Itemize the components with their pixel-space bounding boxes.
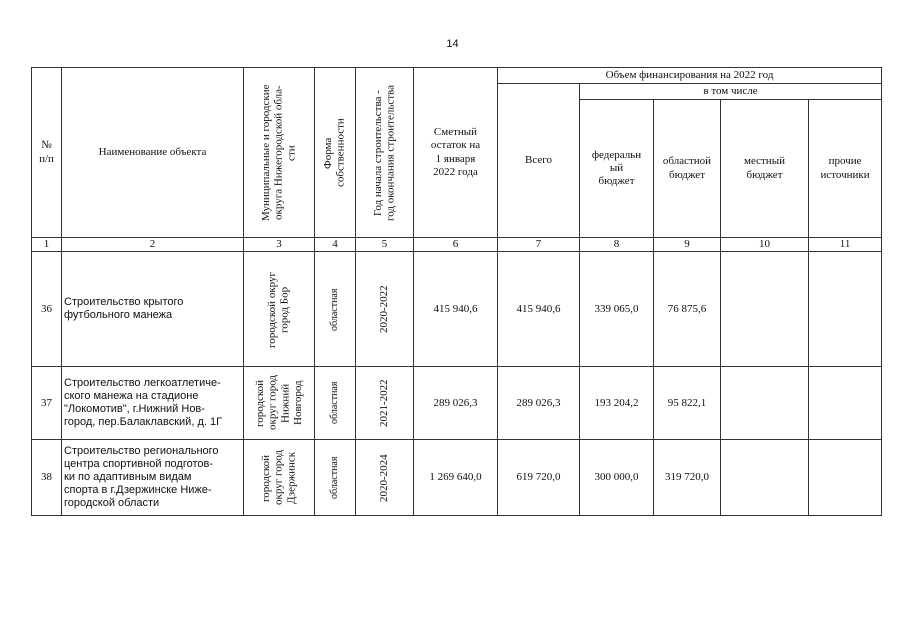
table-row [32, 252, 882, 367]
table-row [32, 440, 882, 516]
column-number: 7 [498, 238, 580, 252]
row-ownership [315, 440, 356, 516]
row-local [721, 367, 809, 440]
row-ownership-text: областная [329, 381, 341, 425]
row-years [356, 252, 414, 367]
column-number: 11 [809, 238, 882, 252]
column-numbers-row [32, 238, 882, 252]
row-ownership-text: областная [329, 287, 341, 331]
row-municipality [244, 252, 315, 367]
row-estimate-remainder: 1 269 640,0 [414, 440, 498, 516]
row-years-text: 2020-2022 [378, 285, 391, 334]
row-other [809, 367, 882, 440]
row-municipality [244, 440, 315, 516]
row-estimate-remainder: 289 026,3 [414, 367, 498, 440]
column-number: 9 [654, 238, 721, 252]
row-municipality-text: городской округ город Бор [266, 271, 291, 348]
header-name: Наименование объекта [62, 68, 244, 238]
header-including: в том числе [580, 84, 882, 100]
row-num: 37 [32, 367, 62, 440]
row-local [721, 252, 809, 367]
row-municipality [244, 367, 315, 440]
row-total: 415 940,6 [498, 252, 580, 367]
row-regional: 319 720,0 [654, 440, 721, 516]
header-municipality-text: Муниципальные и городские округа Нижегородской обла- сти [260, 84, 298, 221]
column-number: 5 [356, 238, 414, 252]
row-municipality-text: городской округ город Дзержинск [260, 450, 298, 506]
row-regional: 76 875,6 [654, 252, 721, 367]
row-federal: 300 000,0 [580, 440, 654, 516]
column-number: 1 [32, 238, 62, 252]
header-federal: федеральн ый бюджет [580, 100, 654, 238]
header-municipality [244, 68, 315, 238]
header-ownership [315, 68, 356, 238]
row-federal: 193 204,2 [580, 367, 654, 440]
header-total: Всего [498, 84, 580, 238]
row-other [809, 440, 882, 516]
row-ownership [315, 252, 356, 367]
row-years-text: 2021-2022 [378, 379, 391, 428]
table-row [32, 367, 882, 440]
row-other [809, 252, 882, 367]
column-number: 4 [315, 238, 356, 252]
row-municipality-text: городской округ город Нижний Новгород [253, 375, 304, 431]
header-ownership-text: Форма собственности [322, 118, 347, 187]
row-name: Строительство легкоатлетиче- ского манежа на стадионе "Локомотив", г.Нижний Нов- город, пер.Балаклавский, д. 1Г [62, 367, 244, 440]
row-num: 36 [32, 252, 62, 367]
column-number: 6 [414, 238, 498, 252]
row-ownership-text: областная [329, 456, 341, 499]
row-years [356, 367, 414, 440]
page-number: 14 [446, 38, 459, 50]
header-years-text: Год начала строительства - год окончания строительства [371, 84, 397, 221]
row-years-text: 2020-2024 [378, 453, 391, 502]
header-local: местный бюджет [721, 100, 809, 238]
header-financing-title: Объем финансирования на 2022 год [498, 68, 882, 84]
column-number: 3 [244, 238, 315, 252]
header-num: № п/п [32, 68, 62, 238]
header-regional: областной бюджет [654, 100, 721, 238]
financing-table [31, 67, 882, 516]
column-number: 10 [721, 238, 809, 252]
header-estimate-remainder: Сметный остаток на 1 января 2022 года [414, 68, 498, 238]
row-total: 289 026,3 [498, 367, 580, 440]
row-years [356, 440, 414, 516]
row-ownership [315, 367, 356, 440]
column-number: 2 [62, 238, 244, 252]
column-number: 8 [580, 238, 654, 252]
header-years [356, 68, 414, 238]
row-regional: 95 822,1 [654, 367, 721, 440]
row-estimate-remainder: 415 940,6 [414, 252, 498, 367]
row-total: 619 720,0 [498, 440, 580, 516]
row-num: 38 [32, 440, 62, 516]
header-other: прочие источники [809, 100, 882, 238]
row-local [721, 440, 809, 516]
row-federal: 339 065,0 [580, 252, 654, 367]
row-name: Строительство регионального центра спортивной подготов- ки по адаптивным видам спорта в г.Дзержинске Ниже- городской области [62, 440, 244, 516]
row-name: Строительство крытого футбольного манежа [62, 252, 244, 367]
